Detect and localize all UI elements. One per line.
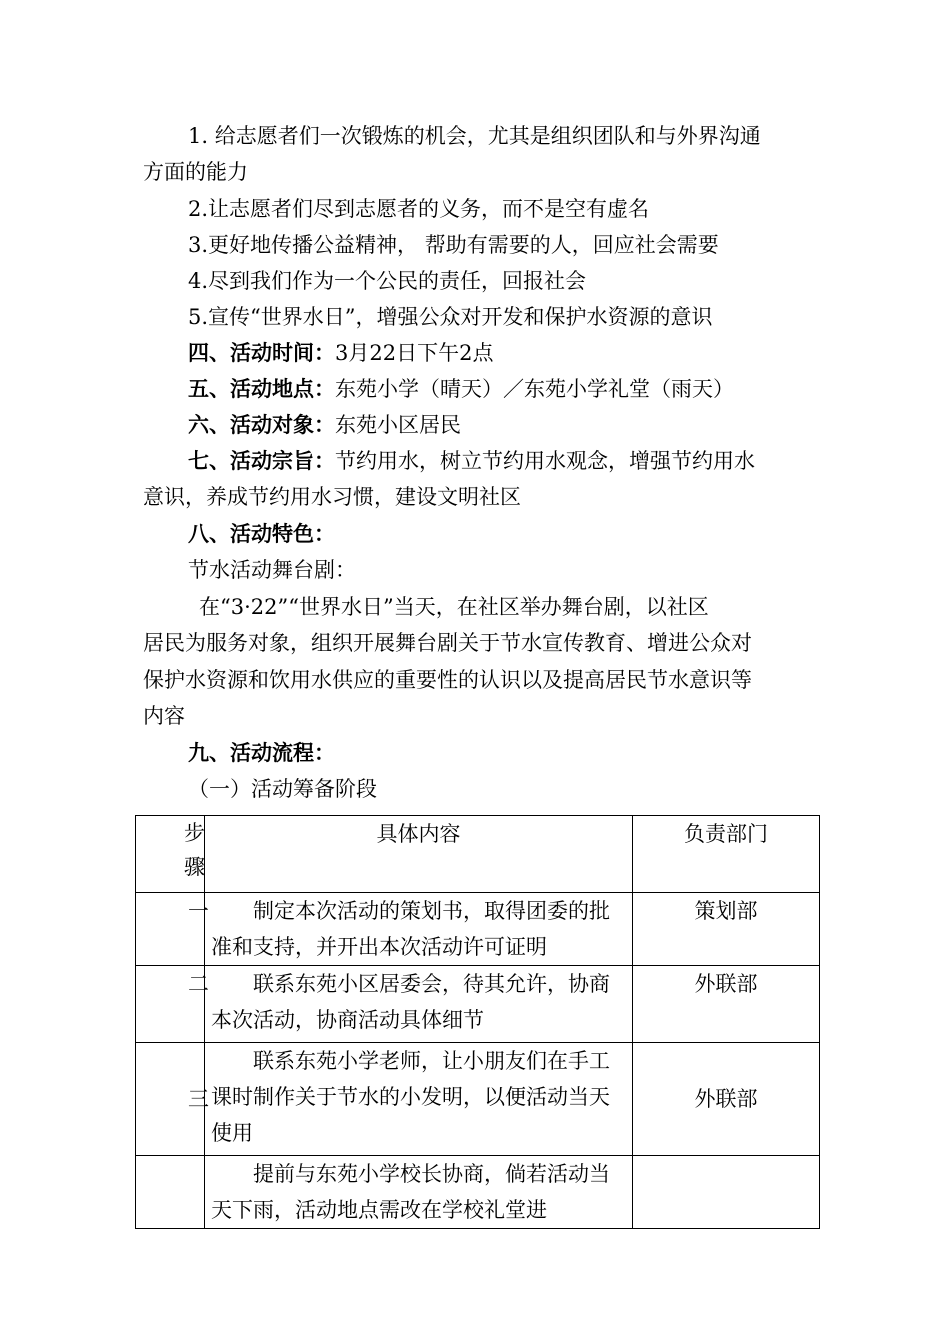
- row-step: [136, 966, 209, 1043]
- row-dept-text: 外联部: [694, 972, 758, 996]
- section-target: [188, 415, 461, 436]
- row-dept-text: 策划部: [694, 899, 758, 923]
- objective-4: 4.尽到我们作为一个公民的责任，回报社会: [188, 269, 587, 293]
- section-flow: [188, 743, 335, 764]
- row-step: [136, 1043, 209, 1156]
- objective-1: 1. 给志愿者们一次锻炼的机会，尤其是组织团队和与外界沟通: [188, 124, 761, 148]
- header-step: [136, 816, 205, 893]
- row-step: [136, 1156, 205, 1229]
- row-dept: [633, 893, 820, 966]
- row-dept-text: 外联部: [694, 1087, 758, 1111]
- header-step-text: [136, 816, 204, 884]
- section-purpose: [188, 451, 755, 472]
- table-row: [136, 1043, 820, 1156]
- section-purpose-label: 七、活动宗旨：: [188, 449, 335, 473]
- row-step-text: 二: [188, 972, 209, 996]
- section-feature-sub: 节水活动舞台剧：: [188, 558, 356, 582]
- table-row: [136, 966, 820, 1043]
- section-place-value: 东苑小学（晴天）／东苑小学礼堂（雨天）: [335, 377, 734, 401]
- feature-text-4: 内容: [143, 704, 185, 728]
- section-place-label: 五、活动地点：: [188, 377, 335, 401]
- section-target-value: 东苑小区居民: [335, 413, 461, 437]
- table-header-row: [136, 816, 820, 893]
- row-content-text: 提前与东苑小学校长协商，倘若活动当天下雨，活动地点需改在学校礼堂进: [211, 1162, 610, 1222]
- table-row: [136, 893, 820, 966]
- header-step-label: 步骤: [184, 821, 205, 879]
- section-time: [188, 343, 493, 364]
- feature-text-3: 保护水资源和饮用水供应的重要性的认识以及提高居民节水意识等: [143, 668, 752, 692]
- objective-5: 5.宣传“世界水日”，增强公众对开发和保护水资源的意识: [188, 305, 713, 329]
- header-dept-label: 负责部门: [684, 822, 768, 846]
- objective-2: 2.让志愿者们尽到志愿者的义务，而不是空有虚名: [188, 197, 650, 221]
- header-content: [205, 816, 633, 893]
- section-place: [188, 379, 734, 400]
- section-feature-label: 八、活动特色：: [188, 522, 335, 546]
- section-purpose-cont: 意识，养成节约用水习惯，建设文明社区: [143, 485, 521, 509]
- feature-text-1: 在“3·22”“世界水日”当天，在社区举办舞台剧，以社区: [199, 595, 709, 619]
- section-flow-label: 九、活动流程：: [188, 741, 335, 765]
- section-purpose-value: 节约用水，树立节约用水观念，增强节约用水: [335, 449, 755, 473]
- objective-1-cont: 方面的能力: [143, 160, 248, 184]
- section-feature: [188, 524, 335, 545]
- header-content-label: 具体内容: [376, 822, 461, 846]
- row-dept: [633, 966, 820, 1043]
- table-row: [136, 1156, 820, 1229]
- row-content: [205, 966, 633, 1043]
- row-content: [205, 893, 633, 966]
- row-dept: [633, 1156, 820, 1229]
- section-time-value: 3月22日下午2点: [335, 341, 494, 365]
- objective-3: 3.更好地传播公益精神， 帮助有需要的人，回应社会需要: [188, 233, 719, 257]
- feature-text-2: 居民为服务对象，组织开展舞台剧关于节水宣传教育、增进公众对: [143, 631, 752, 655]
- section-time-label: 四、活动时间：: [188, 341, 335, 365]
- steps-table: [135, 815, 820, 1229]
- row-content-text: 制定本次活动的策划书，取得团委的批准和支持，并开出本次活动许可证明: [211, 899, 610, 959]
- row-step: [136, 893, 209, 966]
- row-content-text: 联系东苑小区居委会，待其允许，协商本次活动，协商活动具体细节: [211, 972, 610, 1032]
- section-flow-sub: （一）活动筹备阶段: [188, 777, 377, 801]
- row-content: [205, 1156, 633, 1229]
- row-content: [205, 1043, 633, 1156]
- row-content-text: 联系东苑小学老师，让小朋友们在手工课时制作关于节水的小发明，以便活动当天使用: [211, 1049, 610, 1145]
- row-dept: [633, 1043, 820, 1156]
- header-dept: [633, 816, 820, 893]
- row-step-text: 一: [188, 899, 209, 923]
- section-target-label: 六、活动对象：: [188, 413, 335, 437]
- row-step-text: 三: [188, 1087, 209, 1111]
